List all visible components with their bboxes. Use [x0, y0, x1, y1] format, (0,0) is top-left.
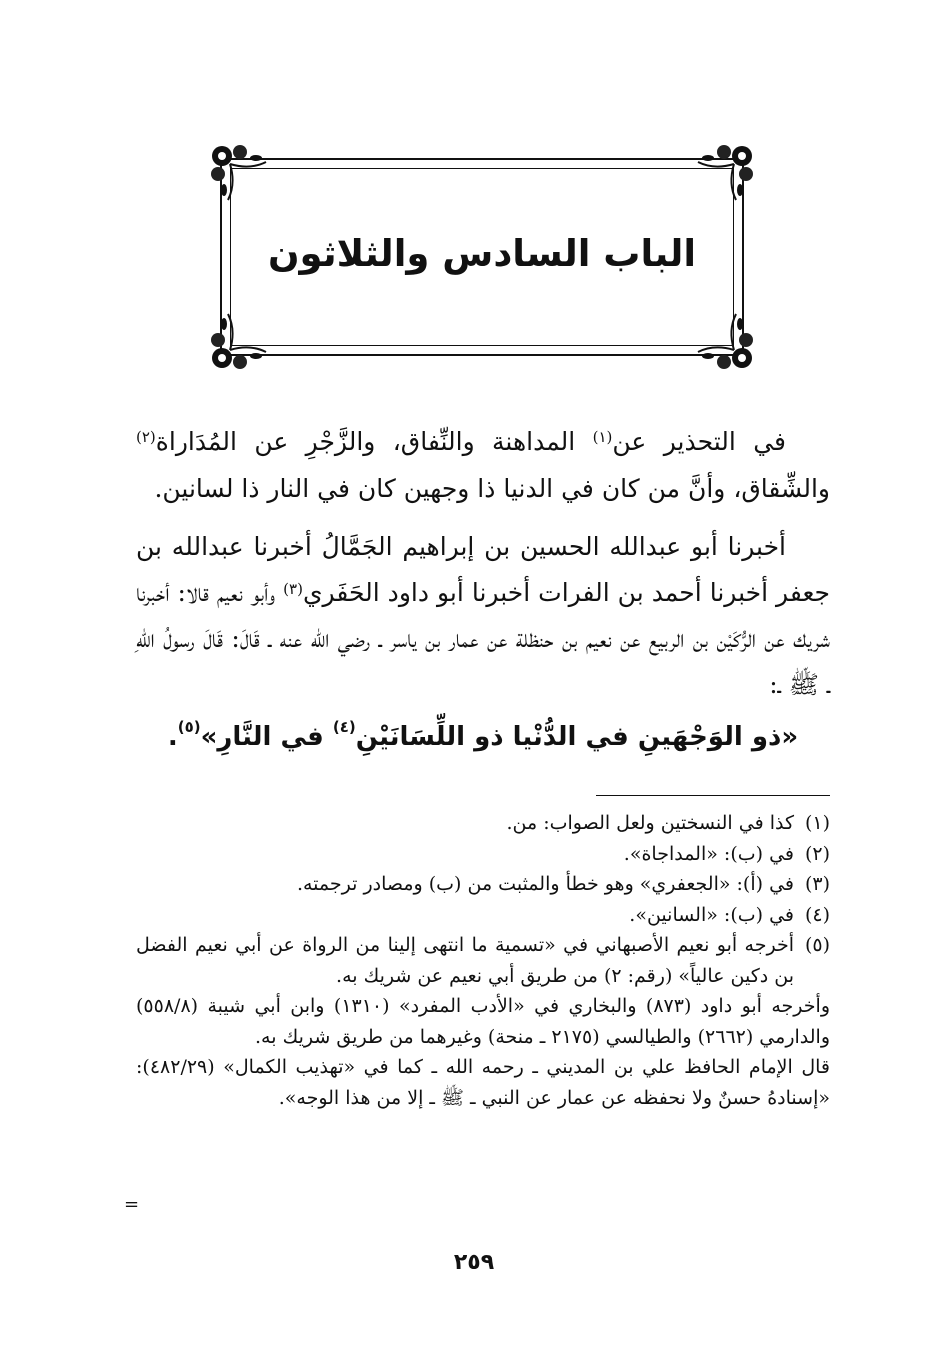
- footnote-number: (٥): [804, 934, 830, 956]
- footnote-ref[interactable]: (٢): [136, 428, 156, 446]
- footnote-number: (١): [804, 812, 830, 834]
- footnote-text: في (ب): «المداجاة».: [623, 842, 794, 865]
- intro-text: والشِّقاق، وأنَّ من كان في الدنيا ذا وجهين كان في النار ذا لسانين.: [154, 474, 830, 503]
- footnote-text: في (ب): «السانين».: [629, 903, 794, 926]
- footnote: [136, 808, 830, 839]
- floral-corner-icon: [206, 302, 278, 374]
- footnote-ref[interactable]: (٤): [332, 718, 356, 736]
- footnote-text: كذا في النسختين ولعل الصواب: من.: [506, 812, 794, 834]
- isnad-text: وأبو نعيم قالا: أخبرنا شريك عن الرُّكَيْن بن الربيع عن نعيم بن حنظلة عن عمار بن ياسر ـ رضي الله عنه ـ قَالَ: قَالَ رسولُ اللّهِ ـ ﷺ ـ:: [136, 578, 830, 699]
- floral-corner-icon: [206, 140, 278, 212]
- page-number: ٢٥٩: [453, 1250, 495, 1275]
- footnote-continuation: وأخرجه أبو داود (٨٧٣) والبخاري في «الأدب المفرد» (١٣١٠) وابن أبي شيبة (٥٥٨/٨) والدارمي (٢٦٦٢) والطيالسي (٢١٧٥ ـ منحة) وغيرهما من طريق شريك به.: [136, 995, 830, 1048]
- floral-corner-icon: [686, 140, 758, 212]
- footnotes: [136, 808, 830, 1113]
- footnote-text: في (أ): «الجعفري» وهو خطأ والمثبت من (ب) ومصادر ترجمته.: [296, 873, 794, 895]
- chapter-title-frame: [212, 148, 752, 366]
- footnote-ref[interactable]: (٥): [177, 718, 201, 736]
- continuation-mark: =: [124, 1194, 140, 1215]
- floral-corner-icon: [686, 302, 758, 374]
- footnote-separator: [596, 795, 830, 796]
- intro-text: المداهنة والنِّفاق، والزَّجْرِ عن المُدَاراة: [155, 427, 593, 456]
- isnad-text: أخبرنا أبو عبدالله الحسين بن إبراهيم الجَمَّالُ أخبرنا عبدالله بن جعفر أخبرنا أحمد بن الفرات أخبرنا أبو داود الحَفَري: [136, 532, 830, 607]
- footnote-number: (٣): [804, 873, 830, 895]
- chapter-intro: [136, 418, 830, 512]
- footnote-continuation: قال الإمام الحافظ علي بن المديني ـ رحمه الله ـ كما في «تهذيب الكمال» (٤٨٢/٢٩): «إسنادهُ حسنٌ ولا نحفظه عن عمار عن النبي ـ ﷺ ـ إلا من هذا الوجه».: [136, 1056, 830, 1109]
- footnote: [136, 839, 830, 870]
- footnote-ref[interactable]: (٣): [283, 580, 303, 598]
- footnote: [136, 930, 830, 991]
- chapter-title: الباب السادس والثلاثون: [267, 232, 697, 275]
- hadith-part: «ذو الوَجْهَينِ في الدُّنْيا ذو اللِّسَانَيْنِ: [355, 722, 799, 752]
- footnote-number: (٤): [804, 903, 830, 926]
- footnote: [136, 869, 830, 900]
- footnote: [136, 900, 830, 931]
- footnote-ref[interactable]: (١): [592, 428, 613, 446]
- hadith-end: .: [167, 722, 178, 752]
- intro-text: في التحذير عن: [612, 427, 786, 456]
- footnote-number: (٢): [804, 842, 830, 865]
- footnote-text: أخرجه أبو نعيم الأصبهاني في «تسمية ما انتهى إلينا من الرواة عن أبي نعيم الفضل بن دكين عالياً» (رقم: ٢) من طريق أبي نعيم عن شريك به.: [136, 934, 794, 987]
- isnad-paragraph: [136, 524, 830, 708]
- hadith-part: في النَّارِ»: [200, 722, 333, 752]
- hadith-text: [136, 718, 830, 752]
